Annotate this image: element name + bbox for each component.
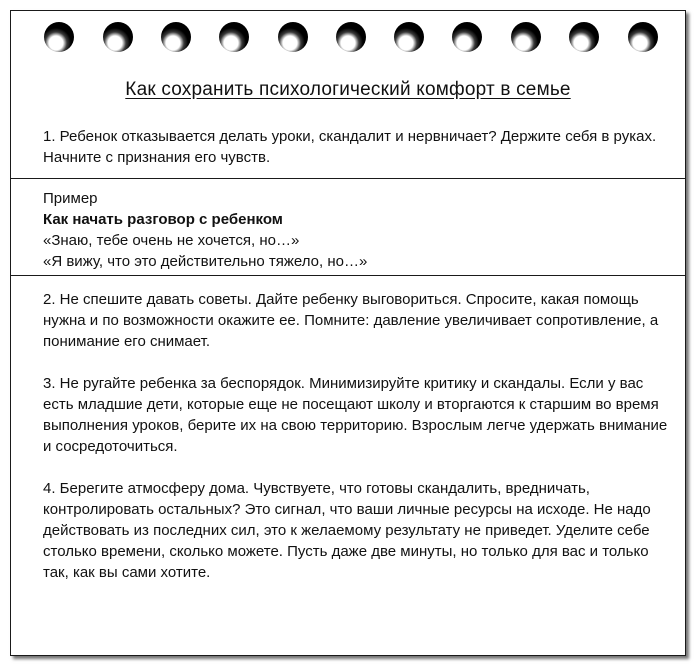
page-title: Как сохранить психологический комфорт в семье: [125, 79, 571, 100]
divider: [11, 178, 685, 179]
intro-text: 1. Ребенок отказывается делать уроки, скандалит и нервничает? Держите себя в руках. Начните с признания его чувств.: [43, 128, 657, 166]
binder-ring-icon: [44, 22, 74, 52]
tip-paragraph: 3. Не ругайте ребенка за беспорядок. Минимизируйте критику и скандалы. Если у вас есть младшие дети, которые еще не посещают школу и вторгаются к старшим во время выполнения уроков, берите их на свою территорию. Взрослым легче удержать внимание и сосредоточиться.: [43, 375, 668, 455]
tip-paragraph: 2. Не спешите давать советы. Дайте ребенку выговориться. Спросите, какая помощь нужна и по возможности окажите ее. Помните: давление увеличивает сопротивление, а понимание его снимает.: [43, 291, 659, 350]
example-label: Пример: [43, 190, 98, 207]
binder-ring-icon: [278, 22, 308, 52]
binder-ring-icon: [628, 22, 658, 52]
example-line: «Знаю, тебе очень не хочется, но…»: [43, 232, 300, 249]
tip-paragraph: 4. Берегите атмосферу дома. Чувствуете, что готовы скандалить, вредничать, контролировать остальных? Это сигнал, что ваши личные ресурсы на исходе. Не надо действовать из последних сил, это к желаемому результату не приведет. Уделите себе столько времени, сколько можете. Пусть даже две минуты, но только для вас и только так, как вы сами хотите.: [43, 480, 651, 581]
example-heading: Как начать разговор с ребенком: [43, 211, 283, 228]
binder-ring-icon: [394, 22, 424, 52]
binder-ring-icon: [452, 22, 482, 52]
divider: [11, 275, 685, 276]
tips-section: [43, 289, 673, 583]
binder-ring-icon: [219, 22, 249, 52]
intro-paragraph: [43, 126, 673, 168]
binder-ring-icon: [336, 22, 366, 52]
binder-ring-icon: [569, 22, 599, 52]
binder-ring-icon: [511, 22, 541, 52]
binder-ring-icon: [103, 22, 133, 52]
binder-rings: [11, 11, 685, 61]
notepad-page: [10, 10, 686, 656]
example-line: «Я вижу, что это действительно тяжело, но…»: [43, 253, 368, 270]
example-box: [43, 188, 673, 272]
binder-ring-icon: [161, 22, 191, 52]
